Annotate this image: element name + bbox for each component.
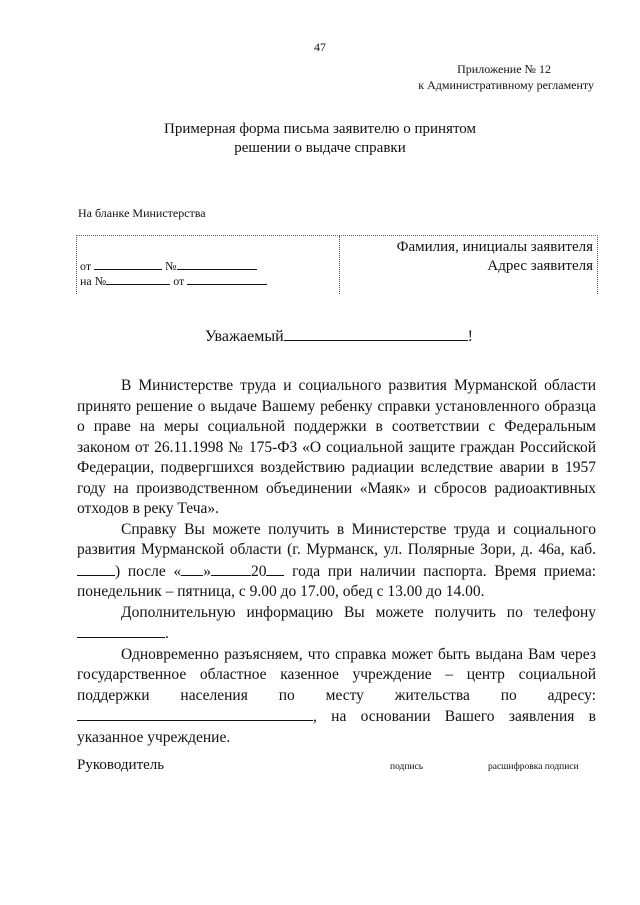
addressee-name: Фамилия, инициалы заявителя <box>396 239 593 255</box>
ref-on-label: на № <box>80 274 107 288</box>
office-blank <box>77 561 115 576</box>
incoming-ref-line <box>80 273 267 289</box>
salutation-end: ! <box>467 328 473 345</box>
day-blank <box>181 561 203 576</box>
appendix-label: Приложение № 12 <box>457 62 551 76</box>
name-blank <box>284 326 468 341</box>
month-blank <box>211 561 251 576</box>
salutation-word: Уважаемый <box>205 328 284 345</box>
header-divider <box>339 236 340 294</box>
paragraph-alternative: Одновременно разъясняем, что справка может быть выдана Вам через государственное областное казенное учреждение – центр социальной поддержки населения по месту жительства по адресу: , на основании Вашего заявления в указанное учреждение. <box>77 645 596 746</box>
signature-role: Руководитель <box>77 757 165 773</box>
phone-blank <box>77 623 165 638</box>
appendix-reference: к Административному регламенту <box>418 78 594 92</box>
addressee-address: Адрес заявителя <box>487 258 593 274</box>
salutation <box>205 326 473 346</box>
paragraph-pickup: Справку Вы можете получить в Министерстве труда и социального развития Мурманской области (г. Мурманск, ул. Полярные Зори, д. 46а, каб.) после « » 20 года при наличии паспорта. Время приема: понедельник – пятница, с 9.00 до 17.00, обед с 13.00 до 14.00. <box>77 520 597 600</box>
letterhead-note: На бланке Министерства <box>78 206 206 220</box>
in-date-blank <box>187 273 267 285</box>
outgoing-ref-line <box>80 258 257 274</box>
letter-header-box <box>76 235 598 294</box>
paragraph-decision: В Министерстве труда и социального развития Мурманской области принято решение о выдаче Вашему ребенку справки установленного образца о праве на меры социальной поддержки в соответствии с Федеральным законом от 26.11.1998 № 175-ФЗ «О социальной защите граждан Российской Федерации, подвергшихся воздействию радиации вследствие аварии в 1957 году на производственном объединении «Маяк» и сбросов радиоактивных отходов в реку Теча». <box>77 377 596 517</box>
signature-label: подпись <box>390 762 424 772</box>
ref-from2-label: от <box>173 274 185 288</box>
in-number-blank <box>106 273 170 285</box>
page-number: 47 <box>314 40 326 54</box>
date-blank <box>94 258 162 270</box>
title-line-1: Примерная форма письма заявителю о принятом <box>163 121 477 137</box>
document-title <box>0 120 640 158</box>
paragraph-phone: Дополнительную информацию Вы можете получить по телефону . <box>77 603 596 645</box>
year-blank <box>266 561 284 576</box>
number-blank <box>177 258 257 270</box>
signature-decode-label: расшифровка подписи <box>488 762 579 772</box>
ref-from-label: от <box>80 259 92 273</box>
address-blank <box>77 706 313 721</box>
title-line-2: решении о выдаче справки <box>234 140 406 156</box>
ref-no-label: № <box>165 259 177 273</box>
letter-body <box>77 376 596 748</box>
